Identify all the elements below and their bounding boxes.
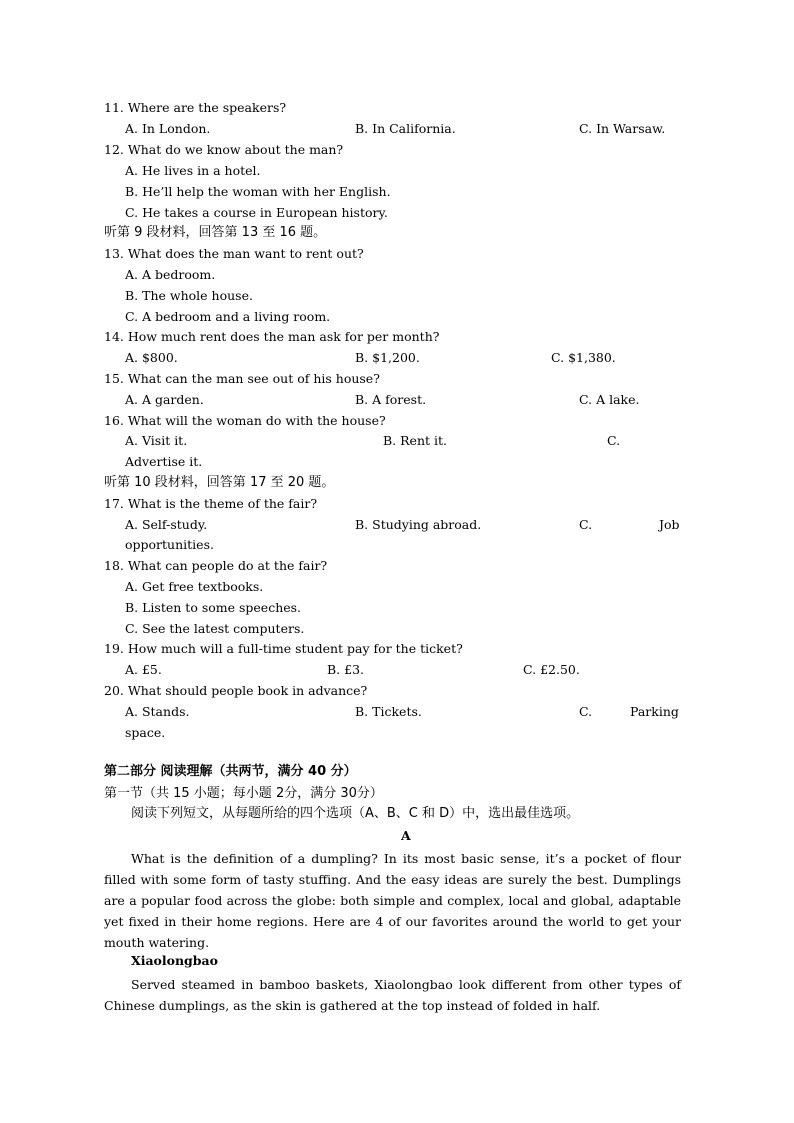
question-12-stem: 12. What do we know about the man? — [104, 142, 344, 157]
question-20-option-a: A. Stands. — [125, 704, 190, 719]
question-17-option-c-word: Job — [659, 517, 680, 532]
passage-paragraph-2: Served steamed in bamboo baskets, Xiaolongbao look different from other types of Chinese dumplings, as the skin is gathered at the top instead of folded in half. — [104, 977, 681, 1013]
question-12-option-a: A. He lives in a hotel. — [125, 163, 261, 178]
question-20-option-c-text: space. — [125, 725, 166, 740]
question-15-option-c: C. A lake. — [579, 392, 640, 407]
question-20-option-b: B. Tickets. — [355, 704, 422, 719]
question-18-option-b: B. Listen to some speeches. — [125, 600, 302, 615]
question-19-stem: 19. How much will a full-time student pay for the ticket? — [104, 641, 463, 656]
question-11-option-a: A. In London. — [125, 121, 211, 136]
question-19-option-c: C. £2.50. — [523, 662, 580, 677]
section-10-instruction: 听第 10 段材料，回答第 17 至 20 题。 — [104, 475, 335, 490]
question-16-option-b: B. Rent it. — [383, 433, 447, 448]
part-2-heading: 第二部分 阅读理解（共两节，满分 40 分） — [104, 764, 357, 779]
question-13-option-c: C. A bedroom and a living room. — [125, 309, 331, 324]
question-17-option-c-text: opportunities. — [125, 537, 214, 552]
passage-paragraph-1: What is the definition of a dumpling? In its most basic sense, it’s a pocket of flour filled with some form of tasty stuffing. And the easy ideas are surely the best. Dumplings are a popular food across the globe: both simple and complex, local and global, adaptable yet fixed in their home regions. Here are 4 of our favorites around the world to get your mouth watering. — [104, 851, 681, 950]
question-14-option-b: B. $1,200. — [355, 350, 420, 365]
reading-instruction: 阅读下列短文，从每题所给的四个选项（A、B、C 和 D）中，选出最佳选项。 — [131, 806, 580, 821]
question-14-stem: 14. How much rent does the man ask for per month? — [104, 329, 440, 344]
question-14-option-a: A. $800. — [125, 350, 178, 365]
question-13-option-b: B. The whole house. — [125, 288, 253, 303]
question-12-option-c: C. He takes a course in European history. — [125, 205, 388, 220]
question-16-stem: 16. What will the woman do with the house? — [104, 413, 386, 428]
question-18-option-a: A. Get free textbooks. — [125, 579, 264, 594]
question-14-option-c: C. $1,380. — [551, 350, 616, 365]
question-11-option-c: C. In Warsaw. — [579, 121, 666, 136]
question-15-option-b: B. A forest. — [355, 392, 427, 407]
passage-subheading: Xiaolongbao — [131, 953, 218, 968]
question-19-option-b: B. £3. — [327, 662, 365, 677]
question-13-stem: 13. What does the man want to rent out? — [104, 246, 364, 261]
question-17-option-b: B. Studying abroad. — [355, 517, 482, 532]
question-17-option-a: A. Self-study. — [125, 517, 208, 532]
question-16-option-c-label: C. — [607, 433, 621, 448]
question-15-option-a: A. A garden. — [125, 392, 204, 407]
question-20-option-c-label: C. — [579, 704, 593, 719]
question-15-stem: 15. What can the man see out of his house? — [104, 371, 380, 386]
question-18-stem: 18. What can people do at the fair? — [104, 558, 328, 573]
question-16-option-a: A. Visit it. — [125, 433, 188, 448]
question-20-option-c-word: Parking — [630, 704, 679, 719]
question-17-stem: 17. What is the theme of the fair? — [104, 496, 318, 511]
question-16-option-c-text: Advertise it. — [125, 454, 203, 469]
section-1-heading: 第一节（共 15 小题；每小题 2分，满分 30分） — [104, 786, 383, 801]
question-17-option-c-label: C. — [579, 517, 593, 532]
question-11-stem: 11. Where are the speakers? — [104, 100, 287, 115]
question-11-option-b: B. In California. — [355, 121, 456, 136]
section-9-instruction: 听第 9 段材料，回答第 13 至 16 题。 — [104, 225, 327, 240]
question-18-option-c: C. See the latest computers. — [125, 621, 305, 636]
question-12-option-b: B. He’ll help the woman with her English. — [125, 184, 391, 199]
question-13-option-a: A. A bedroom. — [125, 267, 216, 282]
question-19-option-a: A. £5. — [125, 662, 162, 677]
passage-letter: A — [401, 828, 411, 843]
question-20-stem: 20. What should people book in advance? — [104, 683, 368, 698]
